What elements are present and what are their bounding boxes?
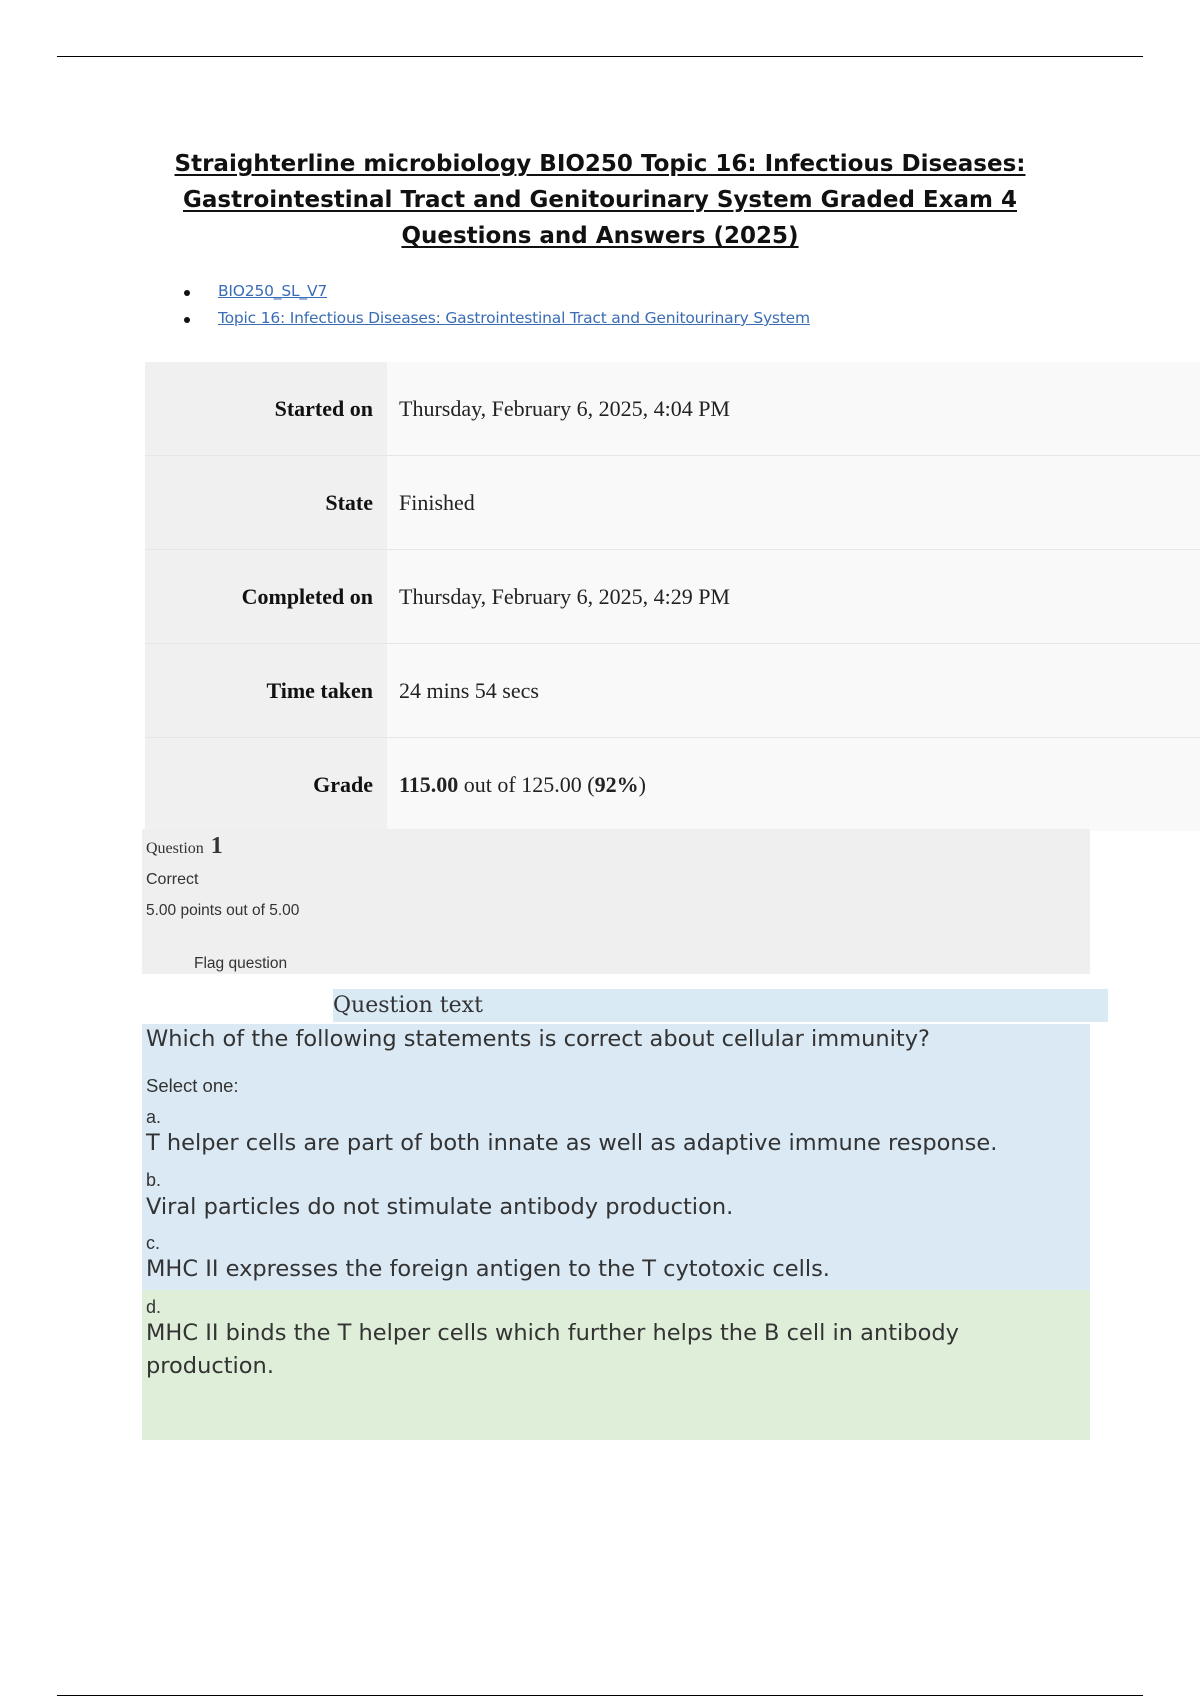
option-a-letter: a.: [146, 1107, 162, 1127]
grade-score: 115.00: [399, 772, 459, 797]
option-b-letter: b.: [146, 1170, 162, 1190]
time-taken-value: 24 mins 54 secs: [387, 644, 1200, 737]
option-d-letter: d.: [146, 1297, 162, 1317]
summary-row-completed: [145, 550, 1200, 644]
question-prefix: Question: [146, 840, 204, 857]
grade-close: ): [638, 772, 646, 797]
title-line-3: Questions and Answers (2025): [401, 223, 799, 249]
question-points: 5.00 points out of 5.00: [146, 902, 300, 919]
breadcrumb-link-course[interactable]: BIO250_SL_V7: [218, 282, 328, 300]
question-number: [146, 833, 223, 860]
question-info-panel: [142, 829, 1090, 974]
state-label: State: [145, 456, 387, 549]
option-b[interactable]: Viral particles do not stimulate antibody production.: [146, 1194, 734, 1220]
grade-percent: 92%: [594, 772, 639, 797]
question-text-heading: [333, 989, 1108, 1022]
option-c-letter: c.: [146, 1233, 161, 1253]
started-on-label: Started on: [145, 362, 387, 455]
bottom-rule: [57, 1695, 1143, 1696]
title-line-1: Straighterline microbiology BIO250 Topic 16: Infectious Diseases:: [174, 151, 1026, 177]
top-rule: [57, 56, 1143, 57]
state-value: Finished: [387, 456, 1200, 549]
started-on-value: Thursday, February 6, 2025, 4:04 PM: [387, 362, 1200, 455]
correct-option-panel: [142, 1290, 1090, 1440]
summary-row-state: [145, 456, 1200, 550]
summary-row-started: [145, 362, 1200, 456]
completed-on-value: Thursday, February 6, 2025, 4:29 PM: [387, 550, 1200, 643]
question-content: [142, 1024, 1090, 1290]
question-number-value: 1: [210, 833, 223, 859]
question-text-heading-label: Question text: [333, 993, 483, 1018]
grade-out-of: out of 125.00 (: [458, 772, 595, 797]
grade-value: [387, 738, 1200, 831]
flag-question-link[interactable]: Flag question: [194, 955, 288, 972]
title-line-2: Gastrointestinal Tract and Genitourinary System Graded Exam 4: [183, 187, 1017, 213]
time-taken-label: Time taken: [145, 644, 387, 737]
attempt-summary-table: [145, 362, 1200, 831]
breadcrumb-item-course: [180, 282, 810, 309]
question-state: Correct: [146, 871, 199, 888]
summary-row-grade: [145, 738, 1200, 831]
breadcrumb-link-topic[interactable]: Topic 16: Infectious Diseases: Gastrointestinal Tract and Genitourinary System: [218, 309, 810, 327]
breadcrumb-item-topic: [180, 309, 810, 336]
option-c[interactable]: MHC II expresses the foreign antigen to the T cytotoxic cells.: [146, 1256, 830, 1282]
select-one-label: Select one:: [146, 1075, 239, 1096]
option-a[interactable]: T helper cells are part of both innate as well as adaptive immune response.: [146, 1130, 998, 1156]
bullet-icon: [184, 317, 190, 323]
document-title: [150, 146, 1050, 254]
completed-on-label: Completed on: [145, 550, 387, 643]
grade-label: Grade: [145, 738, 387, 831]
bullet-icon: [184, 290, 190, 296]
summary-row-time: [145, 644, 1200, 738]
breadcrumb: [180, 282, 810, 336]
question-prompt: Which of the following statements is correct about cellular immunity?: [146, 1026, 930, 1052]
option-d[interactable]: MHC II binds the T helper cells which further helps the B cell in antibody production.: [146, 1320, 959, 1379]
